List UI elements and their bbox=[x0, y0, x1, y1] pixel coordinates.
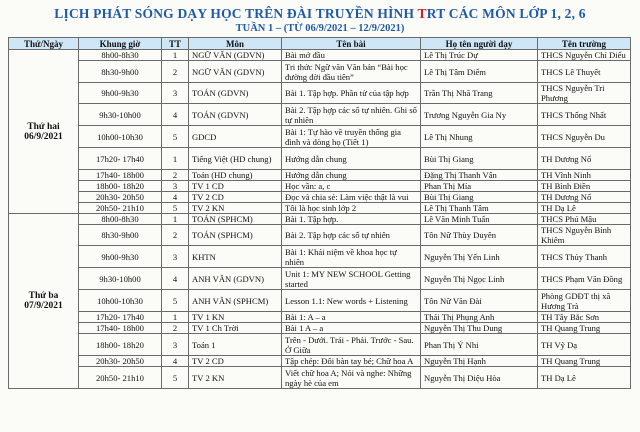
title-brand-t: T bbox=[417, 6, 427, 21]
lesson-cell: Bài 1: Khái niệm về khoa học tự nhiên bbox=[282, 246, 421, 268]
subject-cell: KHTN bbox=[189, 246, 282, 268]
teacher-cell: Trương Nguyễn Gia Ny bbox=[421, 104, 538, 126]
lesson-cell: Unit 1: MY NEW SCHOOL Getting started bbox=[282, 268, 421, 290]
lesson-cell: Bài 2. Tập hợp các số tự nhiên. Ghi số tự nhiên bbox=[282, 104, 421, 126]
lesson-cell: Bài mở đầu bbox=[282, 50, 421, 61]
lesson-cell: Bài 1: Tự hào về truyền thống gia đình và dòng họ (Tiết 1) bbox=[282, 126, 421, 148]
school-cell: THCS Lê Thuyết bbox=[538, 61, 631, 83]
tt-cell: 3 bbox=[162, 246, 189, 268]
table-row bbox=[9, 268, 631, 290]
time-cell: 20h50- 21h10 bbox=[79, 203, 162, 214]
table-row bbox=[9, 334, 631, 356]
tt-cell: 3 bbox=[162, 83, 189, 104]
tt-cell: 1 bbox=[162, 148, 189, 170]
time-cell: 9h00-9h30 bbox=[79, 246, 162, 268]
lesson-cell: Viết chữ hoa A; Nói và nghe: Những ngày hè của em bbox=[282, 367, 421, 389]
subject-cell: TV 1 Ch Trời bbox=[189, 323, 282, 334]
teacher-cell: Nguyễn Thị Yến Linh bbox=[421, 246, 538, 268]
school-cell: TH Dương Nổ bbox=[538, 192, 631, 203]
header-day: Thứ/Ngày bbox=[9, 38, 79, 50]
teacher-cell: Nguyễn Thị Thu Dung bbox=[421, 323, 538, 334]
lesson-cell: Bài 1: A – a bbox=[282, 312, 421, 323]
subject-cell: GDCD bbox=[189, 126, 282, 148]
table-row bbox=[9, 323, 631, 334]
table-row bbox=[9, 61, 631, 83]
time-cell: 20h30- 20h50 bbox=[79, 356, 162, 367]
school-cell: TH Vỹ Dạ bbox=[538, 334, 631, 356]
lesson-cell: Tri thức Ngữ văn Văn bản “Bài học đường đời đầu tiên” bbox=[282, 61, 421, 83]
time-cell: 9h00-9h30 bbox=[79, 83, 162, 104]
school-cell: THCS Phạm Văn Đồng bbox=[538, 268, 631, 290]
table-row bbox=[9, 83, 631, 104]
school-cell: THCS Thống Nhất bbox=[538, 104, 631, 126]
table-row bbox=[9, 225, 631, 246]
lesson-cell: Hướng dẫn chung bbox=[282, 170, 421, 181]
teacher-cell: Phan Thị Ý Nhi bbox=[421, 334, 538, 356]
subject-cell: TOÁN (SPHCM) bbox=[189, 225, 282, 246]
table-row bbox=[9, 214, 631, 225]
header-subject: Môn bbox=[189, 38, 282, 50]
time-cell: 10h00-10h30 bbox=[79, 126, 162, 148]
school-cell: TH Dương Nổ bbox=[538, 148, 631, 170]
day-cell bbox=[9, 50, 79, 214]
time-cell: 10h00-10h30 bbox=[79, 290, 162, 312]
table-row bbox=[9, 104, 631, 126]
time-cell: 9h30-10h00 bbox=[79, 104, 162, 126]
subject-cell: TV 2 KN bbox=[189, 203, 282, 214]
subject-cell: TV 1 CD bbox=[189, 181, 282, 192]
teacher-cell: Lê Thị Tâm Diểm bbox=[421, 61, 538, 83]
time-cell: 17h20- 17h40 bbox=[79, 148, 162, 170]
time-cell: 18h00- 18h20 bbox=[79, 334, 162, 356]
table-row bbox=[9, 181, 631, 192]
header-row bbox=[9, 38, 631, 50]
day-name: Thứ ba bbox=[28, 291, 59, 301]
title-main-text: LỊCH PHÁT SÓNG DẠY HỌC TRÊN ĐÀI TRUYỀN HÌNH bbox=[54, 6, 418, 21]
title-brand-rt: RT bbox=[426, 6, 446, 21]
teacher-cell: Phan Thị Mía bbox=[421, 181, 538, 192]
tt-cell: 4 bbox=[162, 192, 189, 203]
day-date: 07/9/2021 bbox=[24, 301, 63, 311]
table-row bbox=[9, 203, 631, 214]
teacher-cell: Tôn Nữ Văn Đài bbox=[421, 290, 538, 312]
schedule-table bbox=[8, 37, 631, 389]
tt-cell: 1 bbox=[162, 214, 189, 225]
teacher-cell: Nguyễn Thị Hạnh bbox=[421, 356, 538, 367]
time-cell: 17h40- 18h00 bbox=[79, 170, 162, 181]
school-cell: TH Bình Điền bbox=[538, 181, 631, 192]
tt-cell: 1 bbox=[162, 50, 189, 61]
table-row bbox=[9, 367, 631, 389]
lesson-cell: Đọc và chia sẻ: Làm việc thật là vui bbox=[282, 192, 421, 203]
time-cell: 17h20- 17h40 bbox=[79, 312, 162, 323]
time-cell: 18h00- 18h20 bbox=[79, 181, 162, 192]
tt-cell: 2 bbox=[162, 170, 189, 181]
teacher-cell: Đặng Thị Thanh Vân bbox=[421, 170, 538, 181]
school-cell: THCS Nguyễn Chí Diểu bbox=[538, 50, 631, 61]
teacher-cell: Nguyễn Thị Ngọc Linh bbox=[421, 268, 538, 290]
time-cell: 8h00-8h30 bbox=[79, 50, 162, 61]
teacher-cell: Bùi Thị Giang bbox=[421, 192, 538, 203]
tt-cell: 3 bbox=[162, 181, 189, 192]
school-cell: Phòng GDĐT thị xã Hương Trà bbox=[538, 290, 631, 312]
subject-cell: TOÁN (SPHCM) bbox=[189, 214, 282, 225]
table-row bbox=[9, 148, 631, 170]
lesson-cell: Bài 1. Tập hợp. Phần tử của tập hợp bbox=[282, 83, 421, 104]
tt-cell: 2 bbox=[162, 61, 189, 83]
tt-cell: 2 bbox=[162, 323, 189, 334]
tt-cell: 5 bbox=[162, 290, 189, 312]
time-cell: 17h40- 18h00 bbox=[79, 323, 162, 334]
subject-cell: TV 1 KN bbox=[189, 312, 282, 323]
subject-cell: TV 2 CD bbox=[189, 356, 282, 367]
subject-cell: Toán 1 bbox=[189, 334, 282, 356]
day-date: 06/9/2021 bbox=[24, 131, 63, 142]
lesson-cell: Bài 2. Tập hợp các số tự nhiên bbox=[282, 225, 421, 246]
table-row bbox=[9, 312, 631, 323]
school-cell: TH Quang Trung bbox=[538, 356, 631, 367]
tt-cell: 1 bbox=[162, 312, 189, 323]
school-cell: TH Quang Trung bbox=[538, 323, 631, 334]
lesson-cell: Tập chép: Đôi bàn tay bé; Chữ hoa A bbox=[282, 356, 421, 367]
teacher-cell: Lê Thị Trúc Dự bbox=[421, 50, 538, 61]
day-name: Thứ hai bbox=[27, 121, 60, 132]
page-subtitle: TUẦN 1 – (TỪ 06/9/2021 – 12/9/2021) bbox=[235, 23, 405, 34]
teacher-cell: Thái Thị Phụng Anh bbox=[421, 312, 538, 323]
school-cell: TH Vĩnh Ninh bbox=[538, 170, 631, 181]
subject-cell: ANH VĂN (SPHCM) bbox=[189, 290, 282, 312]
tt-cell: 5 bbox=[162, 367, 189, 389]
table-row bbox=[9, 126, 631, 148]
teacher-cell: Tôn Nữ Thùy Duyên bbox=[421, 225, 538, 246]
day-cell bbox=[9, 214, 79, 389]
table-row bbox=[9, 50, 631, 61]
table-row bbox=[9, 192, 631, 203]
lesson-cell: Hướng dẫn chung bbox=[282, 148, 421, 170]
lesson-cell: Học vần: a, c bbox=[282, 181, 421, 192]
school-cell: THCS Nguyễn Tri Phương bbox=[538, 83, 631, 104]
lesson-cell: Bài 1 A – a bbox=[282, 323, 421, 334]
subject-cell: TV 2 CD bbox=[189, 192, 282, 203]
teacher-cell: Bùi Thị Giang bbox=[421, 148, 538, 170]
table-row bbox=[9, 356, 631, 367]
lesson-cell: Lesson 1.1: New words + Listening bbox=[282, 290, 421, 312]
subject-cell: TV 2 KN bbox=[189, 367, 282, 389]
school-cell: THCS Phú Mậu bbox=[538, 214, 631, 225]
tt-cell: 4 bbox=[162, 104, 189, 126]
teacher-cell: Nguyễn Thị Diệu Hòa bbox=[421, 367, 538, 389]
lesson-cell: Trên - Dưới. Trái - Phải. Trước - Sau. Ở Giữa bbox=[282, 334, 421, 356]
time-cell: 8h30-9h00 bbox=[79, 61, 162, 83]
header-time: Khung giờ bbox=[79, 38, 162, 50]
school-cell: TH Dạ Lê bbox=[538, 367, 631, 389]
header-lesson: Tên bài bbox=[282, 38, 421, 50]
school-cell: TH Dạ Lê bbox=[538, 203, 631, 214]
subject-cell: TOÁN (GDVN) bbox=[189, 104, 282, 126]
title-rest-text: CÁC MÔN LỚP 1, 2, 6 bbox=[445, 6, 586, 21]
subject-cell: TOÁN (GDVN) bbox=[189, 83, 282, 104]
subject-cell: Toán (HD chung) bbox=[189, 170, 282, 181]
teacher-cell: Trần Thị Nhã Trang bbox=[421, 83, 538, 104]
table-row bbox=[9, 290, 631, 312]
teacher-cell: Lê Thị Nhung bbox=[421, 126, 538, 148]
teacher-cell: Lê Văn Minh Tuấn bbox=[421, 214, 538, 225]
school-cell: THCS Nguyễn Bỉnh Khiêm bbox=[538, 225, 631, 246]
time-cell: 20h50- 21h10 bbox=[79, 367, 162, 389]
header-teacher: Họ tên người dạy bbox=[421, 38, 538, 50]
lesson-cell: Tôi là học sinh lớp 2 bbox=[282, 203, 421, 214]
teacher-cell: Lê Thị Thanh Tâm bbox=[421, 203, 538, 214]
subject-cell: NGỮ VĂN (GDVN) bbox=[189, 61, 282, 83]
tt-cell: 4 bbox=[162, 356, 189, 367]
school-cell: TH Tây Bắc Sơn bbox=[538, 312, 631, 323]
lesson-cell: Bài 1. Tập hợp. bbox=[282, 214, 421, 225]
subject-cell: NGỮ VĂN (GDVN) bbox=[189, 50, 282, 61]
school-cell: THCS Thủy Thanh bbox=[538, 246, 631, 268]
page-title bbox=[8, 6, 632, 22]
tt-cell: 5 bbox=[162, 126, 189, 148]
tt-cell: 3 bbox=[162, 334, 189, 356]
subject-cell: ANH VĂN (GDVN) bbox=[189, 268, 282, 290]
time-cell: 8h30-9h00 bbox=[79, 225, 162, 246]
table-row bbox=[9, 170, 631, 181]
schedule-body bbox=[9, 50, 631, 389]
tt-cell: 4 bbox=[162, 268, 189, 290]
time-cell: 20h30- 20h50 bbox=[79, 192, 162, 203]
time-cell: 9h30-10h00 bbox=[79, 268, 162, 290]
tt-cell: 5 bbox=[162, 203, 189, 214]
school-cell: THCS Nguyễn Du bbox=[538, 126, 631, 148]
subject-cell: Tiếng Việt (HD chung) bbox=[189, 148, 282, 170]
tt-cell: 2 bbox=[162, 225, 189, 246]
table-row bbox=[9, 246, 631, 268]
header-school: Tên trường bbox=[538, 38, 631, 50]
header-tt: TT bbox=[162, 38, 189, 50]
time-cell: 8h00-8h30 bbox=[79, 214, 162, 225]
